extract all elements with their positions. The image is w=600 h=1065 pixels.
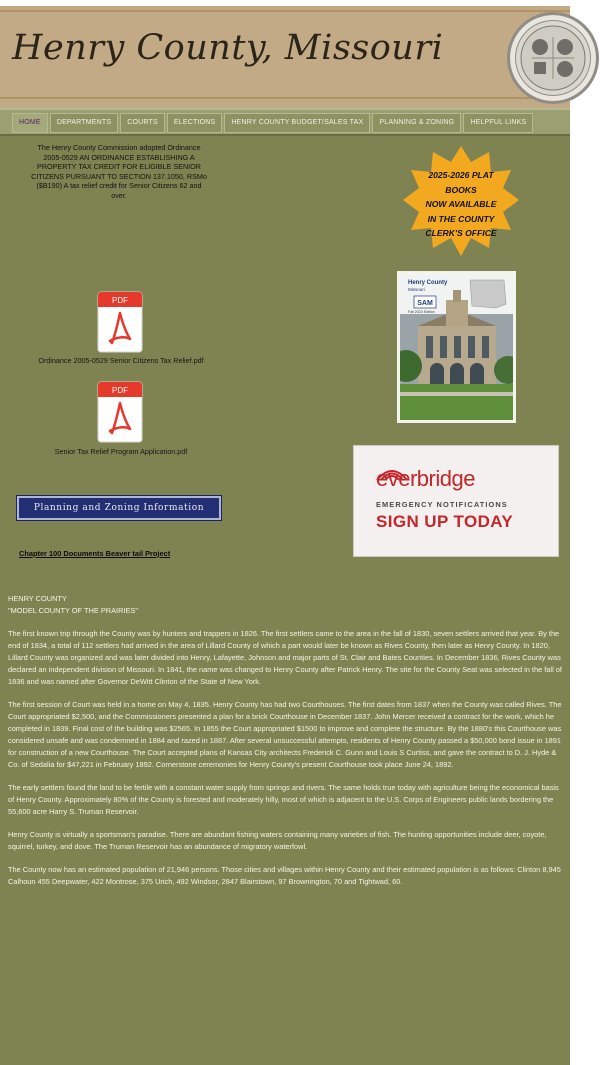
history-subheading: "MODEL COUNTY OF THE PRAIRIES" [8,606,138,615]
plat-books-notice [403,168,519,241]
header-rule-bottom [0,97,570,99]
pdf-file-icon[interactable] [97,381,143,443]
plat-line: IN THE COUNTY [427,213,495,224]
plat-line: BOOKS [445,184,477,195]
history-paragraph: The first session of Court was held in a home on May 4, 1835. Henry County has had two Courthouses. The first dates from 1837 when the County was called Rives. The Court appropriated $2,500, and the Commissioners presented a plan for a brick Courthouse in December 1837. John Mercer received a contract for the work, which he completed in 1839. Final cost of the building was $2565. In 1855 the Court appropriated $1500 to improve and complete the structure. By the 1880's this Courthouse was considered unsafe and was condemned in 1884 and razed in 1887. After several unsuccessful attempts, residents of Henry County passed a $50,000 bond issue in 1891 for construction of a new Courthouse. The Court accepted plans of Kansas City architects Frederick C. Gunn and Louis S Curtiss, and gave the contract to D. J. Hyde & Co. of Sedalia for $47,221 in February 1892. Cornerstone ceremonies for Henry County's present Courthouse took place June 24, 1892. [8,700,562,769]
pdf-label: PDF [112,296,128,305]
everbridge-logo: everbridge [376,466,475,491]
chapter-100-link[interactable]: Chapter 100 Documents Beaver tail Project [19,549,171,558]
site-header [0,0,570,108]
history-paragraph: Henry County is virtually a sportsman's paradise. There are abundant fishing waters containing many varieties of fish. The hunting opportunities include deer, coyote, squirrel, turkey, and dove. The Truman Reservoir has an abundance of migratory waterfowl. [8,830,547,851]
history-paragraph: The early settlers found the land to be fertile with a constant water supply from springs and rivers. The same holds true today with agriculture being the economical basis of Henry County. Approximately 80% of the County is forested and moderately hilly, most of which is adjacent to the U.S. Corps of Engineers public lands bordering the 55,600 acre Harry S. Truman Reservoir. [8,783,559,816]
sam-badge: SAM [417,300,433,307]
county-seal-icon [507,12,599,104]
history-paragraph: The County now has an estimated population of 21,946 persons. Those cities and villages within Henry County and their estimated population is as follows: Clinton 8,945 Calhoun 455 Deepwater, 422 Montrose, 375 Urich, 492 Windsor, 2847 Blairstown, 97 Brownington, 70 and Tightwad, 60. [8,865,561,886]
pdf-file-icon[interactable] [97,291,143,353]
nav-item-planning-zoning[interactable]: PLANNING & ZONING [372,113,461,133]
site-title: Henry County, Missouri [12,28,444,68]
county-history [8,593,563,899]
nav-item-home[interactable]: HOME [12,113,48,133]
document-link-ordinance[interactable]: Ordinance 2005-0529 Senior Citizens Tax Relief.pdf [38,356,204,365]
nav-item-courts[interactable]: COURTS [120,113,165,133]
plat-line: 2025-2026 PLAT [428,170,494,180]
history-paragraph: The first known trip through the County was by hunters and trappers in 1826. The first settlers came to the area in the fall of 1830, seven settlers arrived that year. By the end of 1834, a total of 112 settlers had arrived in the area of Lillard County of which a part would later be known as Rives County, then later as Henry County. In 1820, Lillard County was organized and was later divided into Henry, Lafayette, Johnson and major parts of St. Clair and Bates Counties. In December 1836, Rives County was declared an independent division of Missouri. In 1841, the name was changed to Henry County after Patrick Henry. The site for the County Seat was selected in the fall of 1836 and was named after Governor DeWitt Clinton of the State of New York. [8,629,562,686]
main-nav [0,108,570,136]
document-link-application[interactable]: Senior Tax Relief Program Application.pdf [54,447,188,456]
nav-item-departments[interactable]: DEPARTMENTS [50,113,118,133]
history-heading: HENRY COUNTY [8,594,67,603]
sam-cover-image[interactable] [397,271,516,423]
sam-county: Henry County [408,280,448,286]
pdf-label: PDF [112,386,128,395]
sam-state: Missouri [408,287,425,292]
plat-line: NOW AVAILABLE [425,199,497,209]
everbridge-signup-banner[interactable] [353,445,559,557]
sam-subtitle: Fall 2023 Edition [408,310,435,314]
nav-item-elections[interactable]: ELECTIONS [167,113,222,133]
everbridge-subtitle: EMERGENCY NOTIFICATIONS [376,500,508,509]
right-gutter [570,0,600,1065]
nav-items [12,113,535,133]
plat-line: CLERK'S OFFICE [425,228,497,238]
header-rule-top [0,10,570,12]
everbridge-cta: SIGN UP TODAY [376,512,514,531]
ordinance-notice: The Henry County Commission adopted Ordinance 2005-0529 AN ORDINANCE ESTABLISHING A PROPERTY TAX CREDIT FOR ELIGIBLE SENIOR CITIZENS PURSUANT TO SECTION 137.1050, RSMo ($B190) A tax relief credit for Senior Citizens 62 and over. [31,143,207,200]
nav-item-budget-sales-tax[interactable]: HENRY COUNTY BUDGET/SALES TAX [224,113,370,133]
nav-item-helpful-links[interactable]: HELPFUL LINKS [463,113,533,133]
planning-zoning-button[interactable]: Planning and Zoning Information [17,496,221,520]
